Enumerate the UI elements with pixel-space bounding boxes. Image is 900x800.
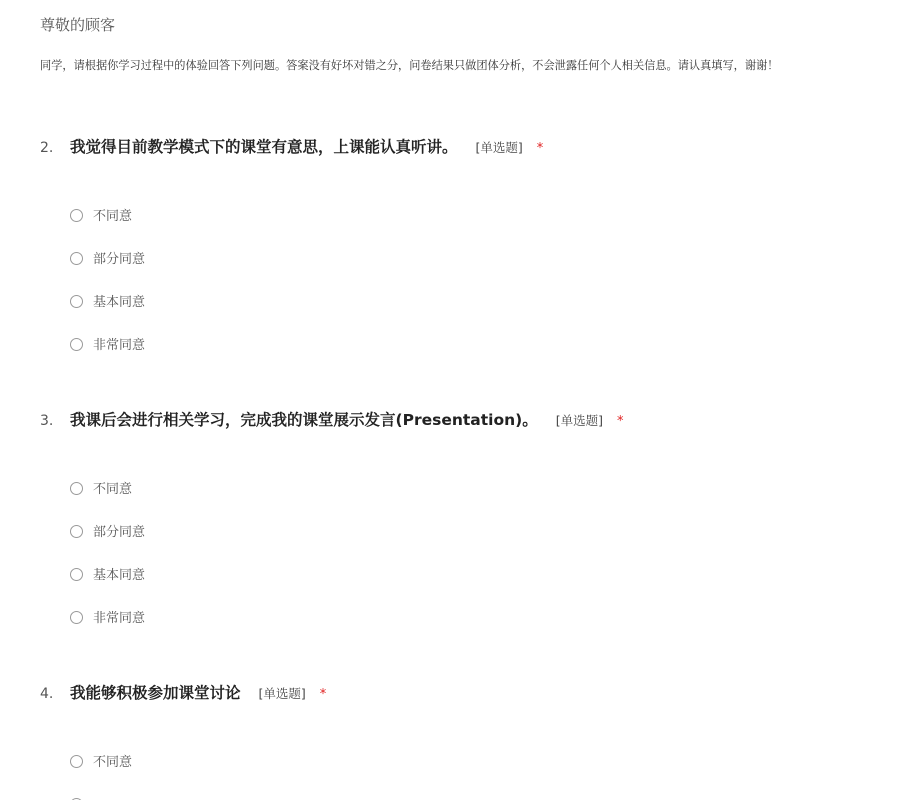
question-title: [70, 136, 543, 160]
question-header: [0, 409, 900, 433]
radio-button[interactable]: [70, 755, 83, 768]
radio-button[interactable]: [70, 338, 83, 351]
radio-button[interactable]: [70, 252, 83, 265]
radio-button[interactable]: [70, 482, 83, 495]
question-title-text: 我课后会进行相关学习，完成我的课堂展示发言(Presentation)。: [70, 411, 538, 429]
radio-button[interactable]: [70, 611, 83, 624]
option-label[interactable]: 基本同意: [93, 568, 146, 583]
radio-button[interactable]: [70, 209, 83, 222]
question-type-badge: [单选题]: [258, 686, 306, 701]
salutation-text: 尊敬的顾客: [40, 16, 116, 34]
question-3: [0, 409, 900, 626]
radio-button[interactable]: [70, 568, 83, 581]
question-number: 3.: [40, 413, 54, 429]
option-label[interactable]: 不同意: [93, 209, 133, 224]
question-title-text: 我能够积极参加课堂讨论: [70, 684, 241, 702]
question-header: [0, 136, 900, 160]
question-type-badge: [单选题]: [555, 413, 603, 428]
question-type-badge: [单选题]: [475, 140, 523, 155]
option-label[interactable]: 非常同意: [93, 338, 146, 353]
option-label[interactable]: 部分同意: [93, 252, 146, 267]
question-title: [70, 409, 624, 433]
question-2: [0, 136, 900, 353]
question-4: [0, 682, 900, 770]
required-asterisk: *: [617, 414, 624, 429]
question-number: 4.: [40, 686, 54, 702]
question-number: 2.: [40, 140, 54, 156]
question-title-text: 我觉得目前教学模式下的课堂有意思，上课能认真听讲。: [70, 138, 458, 156]
question-title: [70, 682, 326, 706]
required-asterisk: *: [536, 141, 544, 156]
radio-button[interactable]: [70, 525, 83, 538]
intro-text: 同学，请根据你学习过程中的体验回答下列问题。答案没有好坏对错之分，问卷结果只做团体分析，不会泄露任何个人相关信息。请认真填写，谢谢！: [40, 59, 779, 72]
option-label[interactable]: 基本同意: [93, 295, 146, 310]
question-header: [0, 682, 900, 706]
radio-button[interactable]: [70, 295, 83, 308]
option-label[interactable]: 不同意: [93, 482, 133, 497]
option-label[interactable]: 不同意: [93, 755, 133, 770]
option-label[interactable]: 部分同意: [93, 525, 146, 540]
required-asterisk: *: [319, 687, 327, 702]
option-label[interactable]: 非常同意: [93, 611, 146, 626]
